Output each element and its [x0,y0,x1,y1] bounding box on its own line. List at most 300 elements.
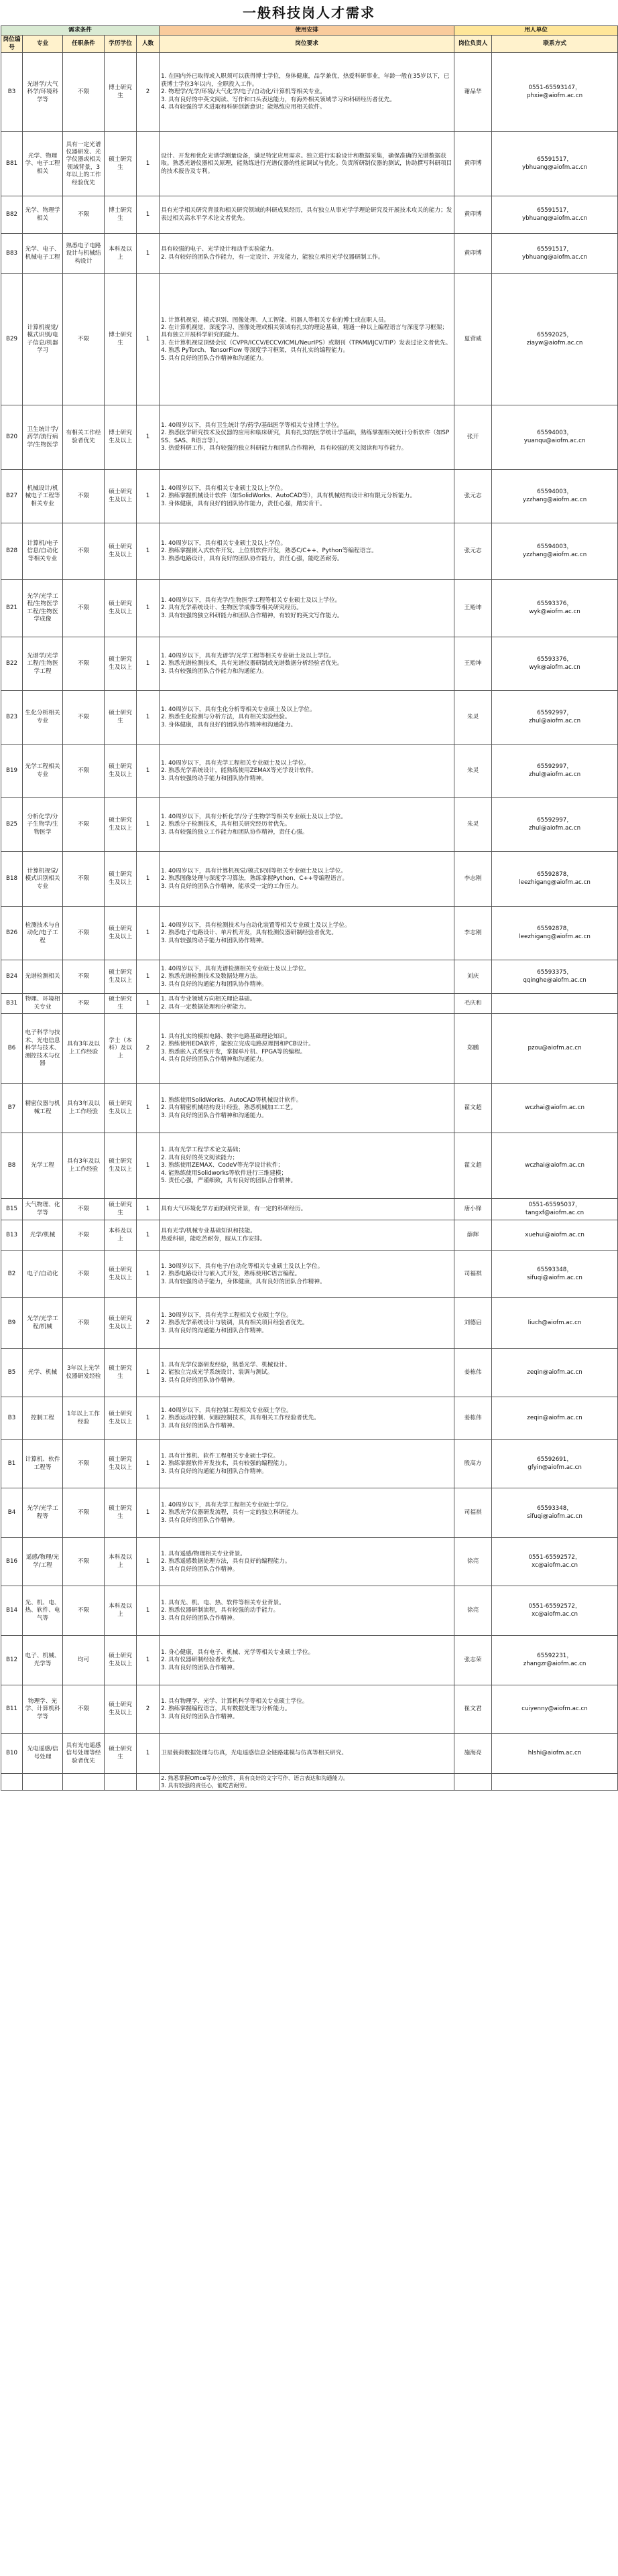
row-major: 电子、机械、光学等 [23,1636,63,1685]
table-body [1,53,618,1774]
row-major: 光学、电子、机械电子工程 [23,234,63,274]
table-row [1,234,618,274]
row-degree: 硕士研究生 [105,1349,137,1397]
row-major: 电子科学与技术、光电信息科学与技术、测控技术与仪器 [23,1014,63,1084]
row-contact[interactable]: 65592691， gfyin@aiofm.ac.cn [492,1440,618,1488]
row-major: 光学/光学工程/机械 [23,1298,63,1349]
row-degree: 硕士研究生 [105,1734,137,1774]
row-tenure: 不限 [63,1685,105,1734]
row-degree: 本科及以上 [105,234,137,274]
row-degree: 硕士研究生及以上 [105,1251,137,1298]
row-contact[interactable]: 65592997， zhul@aiofm.ac.cn [492,798,618,852]
row-count: 1 [137,852,160,907]
row-requirements: 1. 身心健康，具有电子、机械、光学等相关专业硕士学位。 2. 具有仪器研制经验者优先。 3. 具有良好的团队合作精神。 [160,1636,454,1685]
col-code: 岗位编号 [1,36,23,53]
row-requirements: 1. 具有物理学、光学、计算机科学等相关专业硕士学位。 2. 熟练掌握编程语言，具有数据处理与分析能力。 3. 具有良好的团队合作精神。 [160,1685,454,1734]
table-row [1,1133,618,1199]
row-leader: 毛庆和 [454,994,492,1014]
row-contact[interactable]: hlshi@aiofm.ac.cn [492,1734,618,1774]
table-row [1,1251,618,1298]
table-row [1,960,618,994]
row-major: 光学/光学工程/生物医学工程/生物医学成像 [23,580,63,637]
row-code: B5 [1,1349,23,1397]
table-row [1,1397,618,1440]
row-code: B31 [1,994,23,1014]
job-table [1,25,618,1791]
row-count: 2 [137,1014,160,1084]
row-degree: 硕士研究生及以上 [105,470,137,523]
row-tenure: 不限 [63,1488,105,1538]
row-requirements: 1. 40周岁以下，具有检测技术与自动化装置等相关专业硕士及以上学位。 2. 熟悉电子电路设计、单片机开发，具有检测仪器研制经验者优先。 3. 具有较强的动手能力和团队协作精神。 [160,907,454,960]
row-code: B20 [1,405,23,470]
row-requirements: 1. 在国内外已取得或入职须可以获得博士学位，身体健康，品学兼优，热爱科研事业，年龄一般在35岁以下，已获博士学位3年以内，全职投入工作。 2. 物理学/光学/环境/大气化学/电子/自动化/计算机等相关专业。 3. 具有良好的中英文阅读、写作和口头表达能力，有海外相关领域学习和科研经历者优先。 4. 具有较强的学术进取和科研创新意识；能熟练应用相关软件。 [160,53,454,132]
row-leader: 李志刚 [454,907,492,960]
row-count: 1 [137,637,160,691]
row-code: B23 [1,691,23,745]
row-leader: 王贻坤 [454,580,492,637]
row-count: 1 [137,1397,160,1440]
row-count: 1 [137,1734,160,1774]
row-leader: 唐小锋 [454,1199,492,1220]
page-title: 一般科技岗人才需求 [243,5,375,21]
row-leader: 李志刚 [454,852,492,907]
table-row [1,1586,618,1636]
row-count: 1 [137,994,160,1014]
row-major: 光谱检测相关 [23,960,63,994]
row-major: 光谱学/大气科学/环境科学等 [23,53,63,132]
row-code: B6 [1,1014,23,1084]
row-leader: 夏营威 [454,274,492,405]
row-code: B12 [1,1636,23,1685]
row-leader: 郑鹏 [454,1014,492,1084]
row-contact[interactable]: 65594003， yuanqu@aiofm.ac.cn [492,405,618,470]
row-major: 光学工程相关专业 [23,745,63,798]
row-requirements: 1. 40周岁以下，具有光学工程相关专业硕士学位。 2. 熟悉光学仪器研发流程，具有一定的独立科研能力。 3. 具有良好的团队合作精神。 [160,1488,454,1538]
row-requirements: 1. 计算机视觉、模式识别、图像处理、人工智能、机器人等相关专业的博士或在职人员。 2. 在计算机视觉、深度学习、图像处理或相关领域有扎实的理论基础，精通一种以上编程语言与深度学习框架；具有独立开展科学研究的能力。 3. 在计算机视觉顶级会议（CVPR/ICCV/ECCV/ICML/NeurIPS）或期刊（TPAMI/IJCV/TIP）发表过论文者优先。 4. 熟悉 PyTorch、TensorFlow 等深度学习框架，具有扎实的编程能力。 5. 具有良好的团队合作精神和沟通能力。 [160,274,454,405]
row-contact[interactable]: 65593376， wyk@aiofm.ac.cn [492,637,618,691]
row-leader: 张元志 [454,470,492,523]
row-contact[interactable]: 65593375， qqinghe@aiofm.ac.cn [492,960,618,994]
row-tenure: 3年以上光学仪器研发经验 [63,1349,105,1397]
row-degree: 博士研究生 [105,274,137,405]
row-major: 检测技术与自动化/电子工程 [23,907,63,960]
row-tenure: 均可 [63,1636,105,1685]
row-leader: 黄印博 [454,234,492,274]
row-degree: 硕士研究生及以上 [105,1440,137,1488]
row-leader: 张志荣 [454,1636,492,1685]
row-requirements: 1. 具有光学工程学术论文基础； 2. 具有良好的英文阅读能力； 3. 熟练使用ZEMAX、CodeV等光学设计软件； 4. 能熟练使用Solidworks等软件进行三维建模； 5. 责任心强，严谨细致，具有良好的团队合作精神。 [160,1133,454,1199]
group-need: 需求条件 [1,26,160,36]
row-tenure: 不限 [63,637,105,691]
row-requirements: 1. 30周岁以下，具有光学工程相关专业硕士学位。 2. 熟悉光学系统设计与装调，具有相关项目经验者优先。 3. 具有良好的沟通能力和团队合作精神。 [160,1298,454,1349]
row-major: 计算机视觉/模式识别/电子信息/机器学习 [23,274,63,405]
row-tenure: 具有3年及以上工作经验 [63,1014,105,1084]
col-contact: 联系方式 [492,36,618,53]
row-degree: 硕士研究生 [105,691,137,745]
row-count: 1 [137,274,160,405]
row-code: B8 [1,1133,23,1199]
table-row [1,1199,618,1220]
row-leader: 姜栋伟 [454,1397,492,1440]
row-requirements: 1. 40周岁以下，具有相关专业硕士及以上学位。 2. 熟练掌握机械设计软件（如SolidWorks、AutoCAD等），具有机械结构设计和有限元分析能力。 3. 身体健康，具有良好的团队协作能力，责任心强，踏实肯干。 [160,470,454,523]
row-requirements: 卫星载荷数据处理与仿真，光电遥感信息全链路建模与仿真等相关研究。 [160,1734,454,1774]
row-count: 1 [137,1084,160,1133]
row-count: 1 [137,1586,160,1636]
row-degree: 博士研究生 [105,53,137,132]
row-major: 机械设计/机械电子工程等相关专业 [23,470,63,523]
table-row [1,907,618,960]
row-tenure: 不限 [63,1199,105,1220]
row-degree: 本科及以上 [105,1220,137,1251]
row-code: B29 [1,274,23,405]
row-major: 计算机、软件工程等 [23,1440,63,1488]
row-tenure: 不限 [63,745,105,798]
row-leader: 薛辉 [454,1220,492,1251]
row-code: B19 [1,745,23,798]
col-tenure: 任职条件 [63,36,105,53]
row-count: 1 [137,1440,160,1488]
row-code: B83 [1,234,23,274]
row-degree: 硕士研究生及以上 [105,852,137,907]
row-degree: 硕士研究生 [105,132,137,196]
table-row [1,1220,618,1251]
row-leader: 朱灵 [454,745,492,798]
row-contact[interactable]: 65594003， yzzhang@aiofm.ac.cn [492,523,618,580]
row-requirements: 1. 具有光学仪器研发经验，熟悉光学、机械设计。 2. 能独立完成光学系统设计、装调与测试。 3. 具有良好的团队协作精神。 [160,1349,454,1397]
table-continuation [1,1774,618,1791]
row-contact[interactable]: 0551-65592572， xc@aiofm.ac.cn [492,1586,618,1636]
row-degree: 硕士研究生及以上 [105,1084,137,1133]
row-code: B13 [1,1220,23,1251]
row-leader: 谢品华 [454,53,492,132]
row-leader: 姜栋伟 [454,1349,492,1397]
row-code: B4 [1,1488,23,1538]
row-count: 1 [137,1199,160,1220]
table-row [1,1538,618,1586]
row-requirements: 具有光学相关研究背景和相关研究领域的科研成果经历，具有独立从事光学学理论研究及开展技术攻关的能力；发表过相关高水平学术论文者优先。 [160,196,454,234]
row-count: 1 [137,523,160,580]
row-leader: 徐亮 [454,1586,492,1636]
row-tenure: 有相关工作经验者优先 [63,405,105,470]
row-contact[interactable]: 65593348， sifuqi@aiofm.ac.cn [492,1488,618,1538]
row-major: 光谱学/光学工程/生物医学工程 [23,637,63,691]
row-leader: 翟文超 [454,1133,492,1199]
row-leader: 殷高方 [454,1440,492,1488]
row-major: 电子/自动化 [23,1251,63,1298]
row-count: 1 [137,470,160,523]
row-tenure: 具有3年及以上工作经验 [63,1084,105,1133]
row-contact[interactable]: 65592025， ziayw@aiofm.ac.cn [492,274,618,405]
row-code: B28 [1,523,23,580]
col-count: 人数 [137,36,160,53]
row-major: 物理学、光学、计算机科学等 [23,1685,63,1734]
table-row [1,132,618,196]
row-contact[interactable]: 65592878， leezhigang@aiofm.ac.cn [492,852,618,907]
row-contact[interactable]: liuch@aiofm.ac.cn [492,1298,618,1349]
row-code: B21 [1,580,23,637]
row-major: 物理、环境相关专业 [23,994,63,1014]
row-major: 光电遥感/信号处理 [23,1734,63,1774]
row-count: 2 [137,1685,160,1734]
table-row [1,852,618,907]
table-row [1,1488,618,1538]
continuation-row [1,1774,618,1791]
row-code: B1 [1,1440,23,1488]
row-major: 光学、物理学相关 [23,196,63,234]
group-use: 使用安排 [160,26,454,36]
row-tenure: 不限 [63,994,105,1014]
row-leader: 王贻坤 [454,637,492,691]
row-requirements: 具有大气环境化学方面的研究背景，有一定的科研经历。 [160,1199,454,1220]
row-leader: 施海亮 [454,1734,492,1774]
row-count: 1 [137,196,160,234]
row-requirements: 设计、开发和优化光谱学测量设备，满足特定应用需求。独立进行实验设计和数据采集，确保准确的光谱数据获取。熟悉光谱仪器相关原理，能熟练进行光谱仪器的性能调试与优化。负责所研制仪器的测试，协助撰写科研项目的技术报告及专利。 [160,132,454,196]
group-unit: 用人单位 [454,26,618,36]
row-tenure: 不限 [63,798,105,852]
row-degree: 本科及以上 [105,1586,137,1636]
col-degree: 学历学位 [105,36,137,53]
row-degree: 学士（本科）及以上 [105,1014,137,1084]
row-leader: 朱灵 [454,798,492,852]
row-major: 计算机视觉/模式识别相关专业 [23,852,63,907]
row-requirements: 1. 具有遥感/物理相关专业背景。 2. 熟悉遥感数据处理方法，具有良好的编程能力。 3. 具有良好的团队合作精神。 [160,1538,454,1586]
row-major: 光学/机械 [23,1220,63,1251]
row-contact[interactable]: 0551-65592572， xc@aiofm.ac.cn [492,1538,618,1586]
row-major: 光、机、电、热、软件、电气等 [23,1586,63,1636]
table-row [1,745,618,798]
row-degree: 硕士研究生 [105,1488,137,1538]
row-code: B22 [1,637,23,691]
row-requirements: 1. 具有光、机、电、热、软件等相关专业背景。 2. 熟悉仪器研制流程，具有较强的动手能力。 3. 具有良好的团队合作精神。 [160,1586,454,1636]
row-requirements: 具有较强的电子、光学设计和动手实验能力。 2. 具有较好的团队合作能力，有一定设计、开发能力，能独立承担光学仪器研制工作。 [160,234,454,274]
row-code: B11 [1,1685,23,1734]
row-code: B18 [1,852,23,907]
table-row [1,405,618,470]
row-tenure: 具有光电遥感信号处理等经验者优先 [63,1734,105,1774]
row-count: 1 [137,1349,160,1397]
row-degree: 硕士研究生及以上 [105,1133,137,1199]
row-contact[interactable]: cuiyenny@aiofm.ac.cn [492,1685,618,1734]
row-degree: 硕士研究生及以上 [105,798,137,852]
row-degree: 硕士研究生及以上 [105,907,137,960]
row-code: B24 [1,960,23,994]
row-tenure: 具有一定光谱仪器研发、光学仪器或相关领域背景，3年以上的工作经验优先 [63,132,105,196]
table-row [1,580,618,637]
row-leader: 张元志 [454,523,492,580]
row-code: B26 [1,907,23,960]
row-requirements: 1. 40周岁以下，具有分析化学/分子生物学等相关专业硕士及以上学位。 2. 熟悉分子检测技术，具有相关研究经历者优先。 3. 具有较强的独立工作能力和团队协作精神，责任心强。 [160,798,454,852]
row-code: B14 [1,1586,23,1636]
row-code: B3 [1,1397,23,1440]
row-contact[interactable]: 0551-65593147， phxie@aiofm.ac.cn [492,53,618,132]
table-row [1,470,618,523]
row-leader: 黄印博 [454,196,492,234]
row-tenure: 不限 [63,470,105,523]
row-degree: 硕士研究生及以上 [105,1636,137,1685]
row-tenure: 不限 [63,1440,105,1488]
row-requirements: 1. 40周岁以下，具有计算机视觉/模式识别等相关专业硕士及以上学位。 2. 熟悉图像处理与深度学习算法，熟练掌握Python、C++等编程语言。 3. 具有良好的团队合作精神，能承受一定的工作压力。 [160,852,454,907]
row-tenure: 不限 [63,1586,105,1636]
row-major: 精密仪器与机械工程 [23,1084,63,1133]
row-code: B27 [1,470,23,523]
row-major: 分析化学/分子生物学/生物医学 [23,798,63,852]
row-requirements: 1. 40周岁以下，具有生化分析等相关专业硕士及以上学位。 2. 熟悉生化检测与分析方法，具有相关实验经验。 3. 身体健康，具有良好的团队协作精神和沟通能力。 [160,691,454,745]
row-tenure: 熟悉电子电路设计与机械结构设计 [63,234,105,274]
row-tenure: 不限 [63,1251,105,1298]
row-count: 2 [137,53,160,132]
row-major: 光学/光学工程等 [23,1488,63,1538]
row-count: 1 [137,1133,160,1199]
row-requirements: 1. 40周岁以下，具有控制工程相关专业硕士学位。 2. 熟悉运动控制、伺服控制技术，具有相关工作经验者优先。 3. 具有良好的团队合作精神。 [160,1397,454,1440]
row-count: 1 [137,745,160,798]
table-row [1,1084,618,1133]
row-contact[interactable]: zeqin@aiofm.ac.cn [492,1397,618,1440]
row-leader: 张开 [454,405,492,470]
row-major: 卫生统计学/药学/流行病学/生物医学 [23,405,63,470]
row-code: B15 [1,1199,23,1220]
row-contact[interactable]: 0551-65595037， tangxf@aiofm.ac.cn [492,1199,618,1220]
row-tenure: 不限 [63,274,105,405]
row-leader: 朱灵 [454,691,492,745]
row-major: 光学、物理学、电子工程相关 [23,132,63,196]
row-contact[interactable]: wczhai@aiofm.ac.cn [492,1084,618,1133]
row-leader: 崔文君 [454,1685,492,1734]
row-contact[interactable] [492,994,618,1014]
row-leader: 刘庆 [454,960,492,994]
row-contact[interactable]: 65592997， zhul@aiofm.ac.cn [492,745,618,798]
row-count: 1 [137,1251,160,1298]
row-code: B10 [1,1734,23,1774]
row-degree: 硕士研究生及以上 [105,523,137,580]
row-code: B16 [1,1538,23,1586]
row-leader: 翟文超 [454,1084,492,1133]
row-tenure: 不限 [63,852,105,907]
row-contact[interactable]: 65591517， ybhuang@aiofm.ac.cn [492,234,618,274]
row-tenure: 不限 [63,691,105,745]
row-count: 1 [137,907,160,960]
row-requirements: 1. 40周岁以下，具有光学/生物医学工程等相关专业硕士及以上学位。 2. 具有光学系统设计、生物医学成像等相关研究经历。 3. 具有较强的独立科研能力和团队合作精神，有较好的英文写作能力。 [160,580,454,637]
row-contact[interactable]: zeqin@aiofm.ac.cn [492,1349,618,1397]
table-row [1,637,618,691]
row-leader: 黄印博 [454,132,492,196]
row-code: B82 [1,196,23,234]
row-degree: 硕士研究生及以上 [105,1298,137,1349]
row-count: 1 [137,234,160,274]
row-tenure: 不限 [63,1298,105,1349]
row-tenure: 不限 [63,1220,105,1251]
row-count: 1 [137,691,160,745]
row-contact[interactable]: 65591517， ybhuang@aiofm.ac.cn [492,196,618,234]
table-row [1,1636,618,1685]
row-contact[interactable]: xuehui@aiofm.ac.cn [492,1220,618,1251]
row-tenure: 不限 [63,580,105,637]
row-count: 2 [137,1298,160,1349]
row-degree: 硕士研究生及以上 [105,1685,137,1734]
row-degree: 硕士研究生及以上 [105,960,137,994]
row-count: 1 [137,405,160,470]
row-code: B81 [1,132,23,196]
row-requirements: 1. 具有扎实的模拟电路、数字电路基础理论知识。 2. 熟练使用EDA软件，能独立完成电路原理图和PCB设计。 3. 熟悉嵌入式系统开发，掌握单片机、FPGA等的编程。 4. 具有良好的团队合作精神和沟通能力。 [160,1014,454,1084]
row-count: 1 [137,1636,160,1685]
row-contact[interactable]: pzou@aiofm.ac.cn [492,1014,618,1084]
row-requirements: 1. 熟练使用SolidWorks、AutoCAD等机械设计软件。 2. 具有精密机械结构设计经验，熟悉机械加工工艺。 3. 具有良好的团队合作精神和沟通能力。 [160,1084,454,1133]
row-degree: 硕士研究生 [105,1199,137,1220]
table-row [1,523,618,580]
row-contact[interactable]: wczhai@aiofm.ac.cn [492,1133,618,1199]
row-major: 生化分析相关专业 [23,691,63,745]
row-major: 遥感/物理/光学/工程 [23,1538,63,1586]
row-requirements: 具有光学/机械专业基础知识和技能。 热爱科研，能吃苦耐劳，服从工作安排。 [160,1220,454,1251]
row-leader: 司福祺 [454,1251,492,1298]
row-code: B2 [1,1251,23,1298]
row-degree: 本科及以上 [105,1538,137,1586]
row-tenure: 不限 [63,907,105,960]
row-tenure: 不限 [63,196,105,234]
row-tenure: 不限 [63,523,105,580]
col-leader: 岗位负责人 [454,36,492,53]
row-degree: 硕士研究生及以上 [105,637,137,691]
table-row [1,798,618,852]
table-row [1,1440,618,1488]
row-count: 1 [137,1488,160,1538]
row-code: B7 [1,1084,23,1133]
row-code: B25 [1,798,23,852]
col-major: 专业 [23,36,63,53]
table-row [1,1349,618,1397]
row-major: 光学工程 [23,1133,63,1199]
table-row [1,1298,618,1349]
row-contact[interactable]: 65592878， leezhigang@aiofm.ac.cn [492,907,618,960]
row-requirements: 1. 具有计算机、软件工程相关专业硕士学位。 2. 熟练掌握软件开发技术，具有较强的编程能力。 3. 具有良好的沟通能力和团队合作精神。 [160,1440,454,1488]
row-contact[interactable]: 65594003， yzzhang@aiofm.ac.cn [492,470,618,523]
row-tenure: 不限 [63,960,105,994]
row-degree: 硕士研究生及以上 [105,580,137,637]
table-row [1,1014,618,1084]
row-requirements: 1. 40周岁以下，具有相关专业硕士及以上学位。 2. 熟练掌握嵌入式软件开发、上位机软件开发，熟悉C/C++、Python等编程语言。 3. 熟悉电路设计，具有良好的团队协作能力，责任心强，能吃苦耐劳。 [160,523,454,580]
row-tenure: 1年以上工作经验 [63,1397,105,1440]
row-leader: 徐亮 [454,1538,492,1586]
continuation-text: 2. 熟悉掌握Office等办公软件，具有良好的文字写作、语言表达和沟通能力。 3. 具有较强的责任心，能吃苦耐劳。 [160,1774,454,1791]
table-row [1,274,618,405]
table-row [1,1734,618,1774]
row-count: 1 [137,960,160,994]
col-job-req: 岗位要求 [160,36,454,53]
row-contact[interactable]: 65593376， wyk@aiofm.ac.cn [492,580,618,637]
row-major: 光学、机械 [23,1349,63,1397]
row-contact[interactable]: 65593348， sifuqi@aiofm.ac.cn [492,1251,618,1298]
row-count: 1 [137,1220,160,1251]
row-tenure: 不限 [63,1538,105,1586]
row-degree: 硕士研究生及以上 [105,1397,137,1440]
table-row [1,53,618,132]
row-count: 1 [137,1538,160,1586]
row-code: B9 [1,1298,23,1349]
row-requirements: 1. 具有专业领域方向相关理论基础。 2. 具有一定数据处理和分析能力。 [160,994,454,1014]
row-requirements: 1. 40周岁以下，具有光学工程相关专业硕士及以上学位。 2. 熟悉光学系统设计，能熟练使用ZEMAX等光学设计软件。 3. 具有较强的动手能力和团队协作精神。 [160,745,454,798]
row-major: 大气物理、化学等 [23,1199,63,1220]
row-count: 1 [137,132,160,196]
row-tenure: 不限 [63,53,105,132]
row-contact[interactable]: 65592231， zhangzr@aiofm.ac.cn [492,1636,618,1685]
row-contact[interactable]: 65591517， ybhuang@aiofm.ac.cn [492,132,618,196]
row-leader: 刘德启 [454,1298,492,1349]
row-degree: 博士研究生 [105,196,137,234]
table-row [1,196,618,234]
row-tenure: 具有3年及以上工作经验 [63,1133,105,1199]
row-count: 1 [137,798,160,852]
row-contact[interactable]: 65592997， zhul@aiofm.ac.cn [492,691,618,745]
table-row [1,994,618,1014]
